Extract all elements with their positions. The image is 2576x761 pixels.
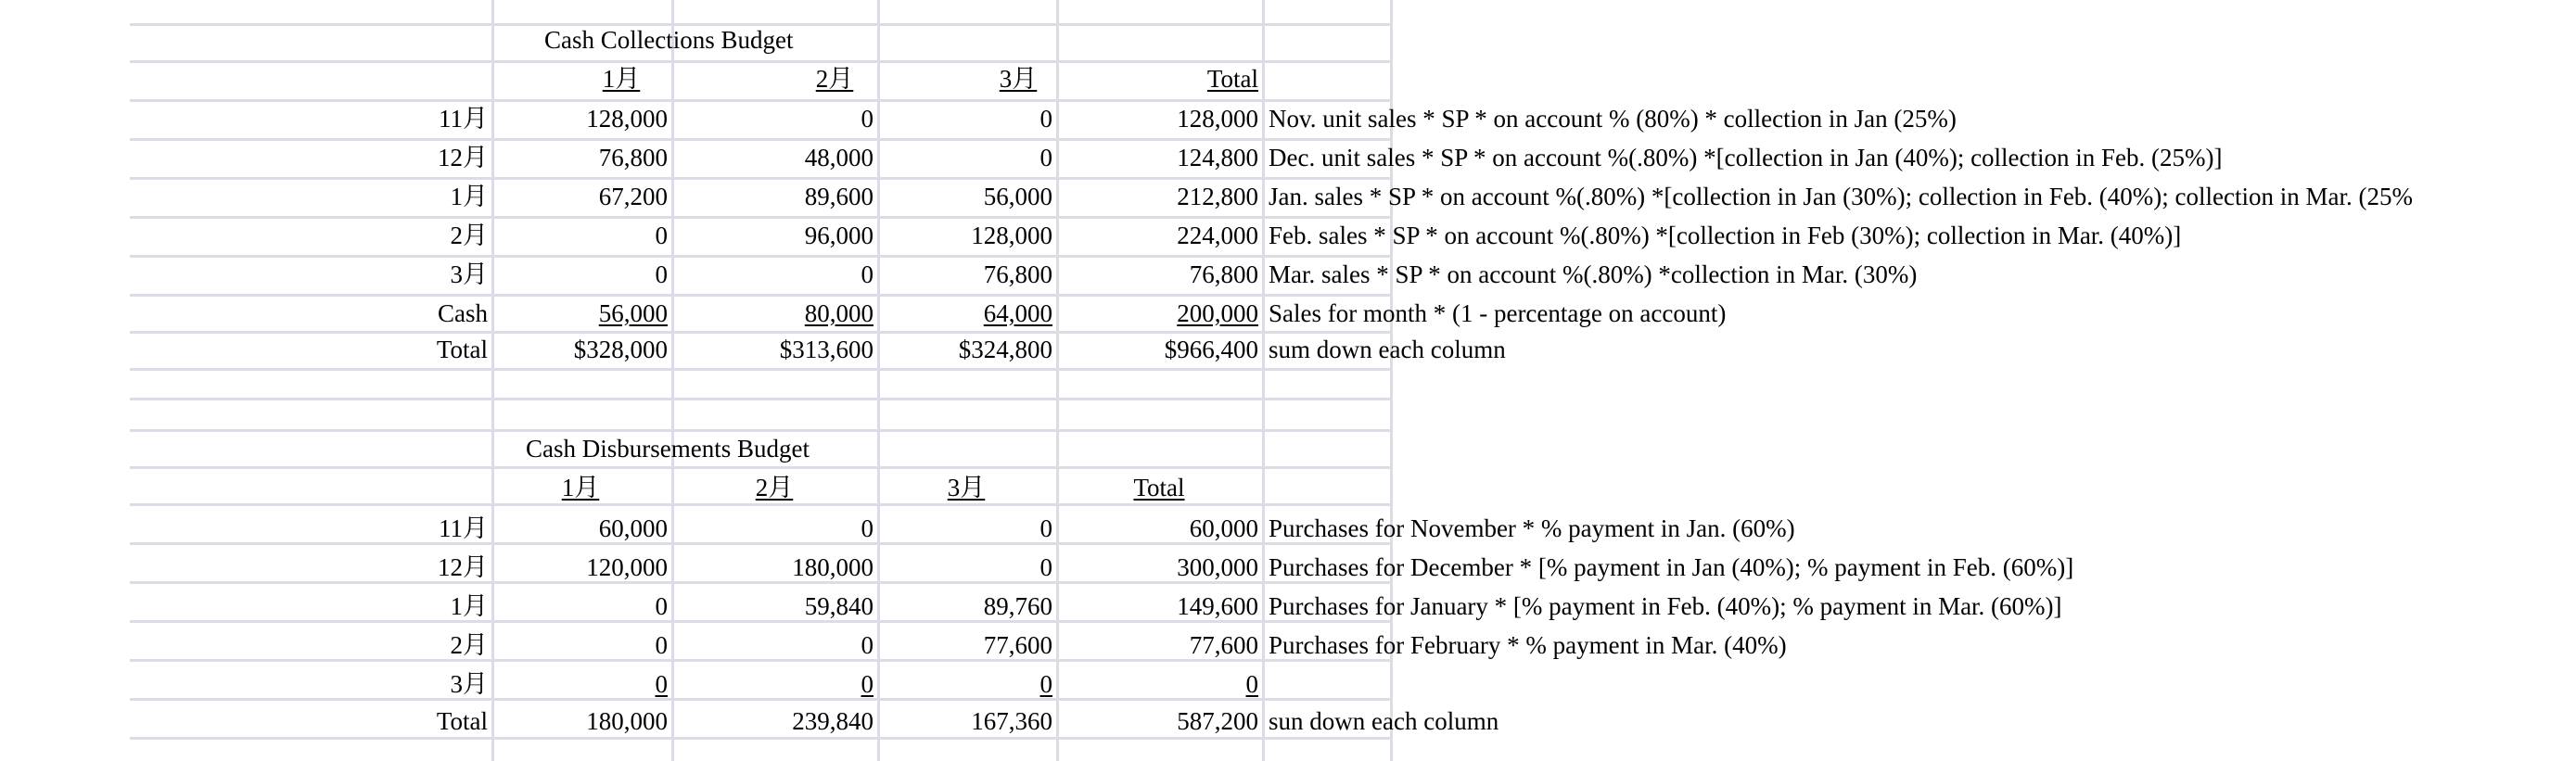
disbursements-title: Cash Disbursements Budget xyxy=(526,435,810,463)
row-note: Purchases for December * [% payment in Jan (40%); % payment in Feb. (60%)] xyxy=(1269,553,2074,581)
row-note: Purchases for January * [% payment in Feb. (40%); % payment in Mar. (60%)] xyxy=(1269,592,2062,620)
grid-hline xyxy=(130,466,1393,469)
cell-jan-value: 0 xyxy=(655,670,668,698)
cell-mar xyxy=(886,299,1052,327)
cell-mar: 77,600 xyxy=(983,631,1052,659)
cell-total xyxy=(1066,670,1258,698)
cell-mar: 0 xyxy=(1039,514,1052,542)
cell-mar: 89,760 xyxy=(983,592,1052,620)
cell-total: 300,000 xyxy=(1177,553,1258,581)
cell-feb: 239,840 xyxy=(792,707,874,735)
grid-hline xyxy=(130,503,1393,506)
cell-total: 149,600 xyxy=(1177,592,1258,620)
cell-total xyxy=(1066,299,1258,327)
cell-feb: 0 xyxy=(861,514,874,542)
cell-total-value: 0 xyxy=(1245,670,1258,698)
grid-hline xyxy=(130,60,1393,63)
grid-hline xyxy=(130,620,1393,623)
row-label: Total xyxy=(436,336,488,363)
cell-jan: 0 xyxy=(655,222,668,249)
cell-feb: 180,000 xyxy=(792,553,874,581)
row-label: 3月 xyxy=(450,670,488,698)
collections-header-total: Total xyxy=(1206,65,1258,93)
cell-total: 77,600 xyxy=(1189,631,1258,659)
row-note: Feb. sales * SP * on account %(.80%) *[collection in Feb (30%); collection in Mar. (40%)] xyxy=(1269,222,2182,249)
cell-feb: 48,000 xyxy=(804,144,874,171)
cell-feb: 0 xyxy=(861,260,874,288)
cell-mar: 56,000 xyxy=(983,183,1052,210)
cell-total: 212,800 xyxy=(1177,183,1258,210)
cell-mar: $324,800 xyxy=(958,336,1052,363)
grid-vline xyxy=(1262,0,1265,761)
collections-header-mar: 3月 xyxy=(999,65,1038,93)
row-label: 2月 xyxy=(450,222,488,249)
cell-mar: 0 xyxy=(1039,144,1052,171)
grid-hline xyxy=(130,398,1393,400)
grid-hline xyxy=(130,429,1393,432)
grid-hline xyxy=(130,138,1393,141)
row-note: Dec. unit sales * SP * on account %(.80%) *[collection in Jan (40%); collection in Feb. (25%)] xyxy=(1269,144,2223,171)
row-note: Nov. unit sales * SP * on account % (80%) * collection in Jan (25%) xyxy=(1269,105,1957,133)
row-note: Purchases for February * % payment in Mar. (40%) xyxy=(1269,631,1787,659)
cell-mar: 128,000 xyxy=(971,222,1052,249)
cell-jan: 67,200 xyxy=(598,183,668,210)
cell-total: 60,000 xyxy=(1189,514,1258,542)
cell-jan: 128,000 xyxy=(586,105,668,133)
collections-title: Cash Collections Budget xyxy=(544,26,794,54)
cell-mar: 167,360 xyxy=(971,707,1052,735)
row-note: Jan. sales * SP * on account %(.80%) *[collection in Jan (30%); collection in Feb. (40%); collection in Mar. (25% xyxy=(1269,183,2413,210)
cell-jan: 76,800 xyxy=(598,144,668,171)
cell-jan xyxy=(501,299,668,327)
cell-total-value: 200,000 xyxy=(1177,299,1258,327)
grid-hline xyxy=(130,698,1393,701)
collections-header-jan: 1月 xyxy=(602,65,641,93)
grid-hline xyxy=(130,177,1393,180)
collections-header-feb: 2月 xyxy=(815,65,854,93)
row-label: 3月 xyxy=(450,260,488,288)
grid-hline xyxy=(130,99,1393,102)
grid-vline xyxy=(877,0,880,761)
grid-vline xyxy=(671,0,674,761)
cell-jan: 60,000 xyxy=(598,514,668,542)
disbursements-header-mar: 3月 xyxy=(947,474,986,501)
row-label: 11月 xyxy=(439,514,488,542)
cell-feb: 59,840 xyxy=(804,592,874,620)
cell-jan xyxy=(501,670,668,698)
grid-hline xyxy=(130,368,1393,371)
cell-total: 76,800 xyxy=(1189,260,1258,288)
cell-total: 224,000 xyxy=(1177,222,1258,249)
grid-hline xyxy=(130,216,1393,219)
cell-total: 124,800 xyxy=(1177,144,1258,171)
grid-vline xyxy=(491,0,494,761)
cell-jan: 0 xyxy=(655,592,668,620)
cell-mar-value: 0 xyxy=(1039,670,1052,698)
cell-feb: 89,600 xyxy=(804,183,874,210)
cell-jan: 180,000 xyxy=(586,707,668,735)
row-label: Cash xyxy=(438,299,488,327)
cell-jan-value: 56,000 xyxy=(598,299,668,327)
grid-hline xyxy=(130,294,1393,297)
disbursements-header-total: Total xyxy=(1133,474,1185,501)
disbursements-header-feb: 2月 xyxy=(755,474,794,501)
cell-feb-value: 80,000 xyxy=(804,299,874,327)
cell-mar xyxy=(886,670,1052,698)
cell-jan: 0 xyxy=(655,631,668,659)
cell-feb xyxy=(682,670,874,698)
cell-total: 128,000 xyxy=(1177,105,1258,133)
cell-feb xyxy=(682,299,874,327)
cell-feb: $313,600 xyxy=(779,336,874,363)
cell-jan: $328,000 xyxy=(573,336,668,363)
cell-feb-value: 0 xyxy=(861,670,874,698)
cell-mar: 0 xyxy=(1039,553,1052,581)
row-note: Purchases for November * % payment in Jan. (60%) xyxy=(1269,514,1795,542)
cell-mar: 76,800 xyxy=(983,260,1052,288)
row-note: Mar. sales * SP * on account %(.80%) *collection in Mar. (30%) xyxy=(1269,260,1918,288)
cell-total: 587,200 xyxy=(1177,707,1258,735)
disbursements-header-jan: 1月 xyxy=(561,474,600,501)
cell-jan: 0 xyxy=(655,260,668,288)
row-note: sum down each column xyxy=(1269,336,1506,363)
row-note: sun down each column xyxy=(1269,707,1499,735)
cell-mar: 0 xyxy=(1039,105,1052,133)
grid-hline xyxy=(130,737,1393,740)
row-note: Sales for month * (1 - percentage on account) xyxy=(1269,299,1727,327)
row-label: 12月 xyxy=(438,553,488,581)
grid-hline xyxy=(130,331,1393,334)
row-label: 11月 xyxy=(439,105,488,133)
grid-hline xyxy=(130,581,1393,584)
cell-jan: 120,000 xyxy=(586,553,668,581)
grid-hline xyxy=(130,255,1393,258)
row-label: 12月 xyxy=(438,144,488,171)
cell-feb: 96,000 xyxy=(804,222,874,249)
grid-vline xyxy=(1056,0,1059,761)
cell-feb: 0 xyxy=(861,631,874,659)
row-label: 1月 xyxy=(450,183,488,210)
grid-hline xyxy=(130,542,1393,545)
cell-mar-value: 64,000 xyxy=(983,299,1052,327)
grid-hline xyxy=(130,659,1393,662)
row-label: Total xyxy=(436,707,488,735)
cell-total: $966,400 xyxy=(1164,336,1258,363)
row-label: 1月 xyxy=(450,592,488,620)
row-label: 2月 xyxy=(450,631,488,659)
cell-feb: 0 xyxy=(861,105,874,133)
